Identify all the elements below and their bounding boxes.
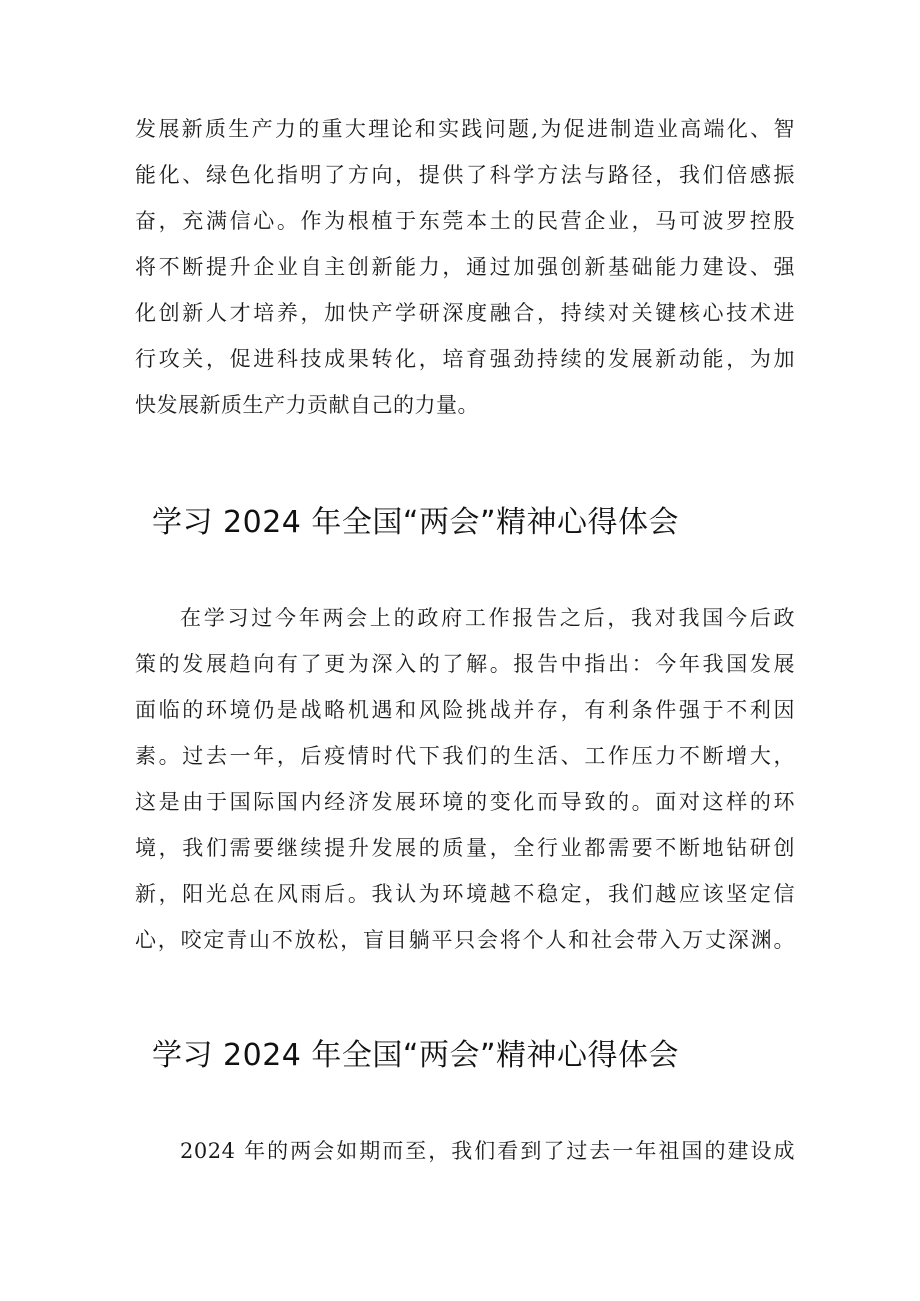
paragraph-line: 境，我们需要继续提升发展的质量，全行业都需要不断地钻研创 xyxy=(135,836,795,860)
paragraph-line: 化创新人才培养，加快产学研深度融合，持续对关键核心技术进 xyxy=(135,301,795,325)
paragraph-line: 面临的环境仍是战略机遇和风险挑战并存，有利条件强于不利因 xyxy=(135,698,795,722)
section-title: 学习 2024 年全国“两会”精神心得体会 xyxy=(152,505,680,540)
paragraph-line: 心，咬定青山不放松，盲目躺平只会将个人和社会带入万丈深渊。 xyxy=(135,928,795,952)
paragraph-line: 在学习过今年两会上的政府工作报告之后，我对我国今后政 xyxy=(180,606,795,630)
paragraph-line: 新，阳光总在风雨后。我认为环境越不稳定，我们越应该坚定信 xyxy=(135,882,795,906)
section-title: 学习 2024 年全国“两会”精神心得体会 xyxy=(152,1038,680,1073)
paragraph-line: 素。过去一年，后疫情时代下我们的生活、工作压力不断增大， xyxy=(135,744,795,768)
paragraph-line: 快发展新质生产力贡献自己的力量。 xyxy=(135,393,479,417)
paragraph-line: 将不断提升企业自主创新能力，通过加强创新基础能力建设、强 xyxy=(135,255,795,279)
paragraph-line: 发展新质生产力的重大理论和实践问题,为促进制造业高端化、智 xyxy=(135,117,795,141)
paragraph-line: 能化、绿色化指明了方向，提供了科学方法与路径，我们倍感振 xyxy=(135,163,795,187)
paragraph-line: 奋，充满信心。作为根植于东莞本土的民营企业，马可波罗控股 xyxy=(135,209,795,233)
paragraph-line: 2024 年的两会如期而至，我们看到了过去一年祖国的建设成 xyxy=(180,1139,795,1163)
paragraph-line: 这是由于国际国内经济发展环境的变化而导致的。面对这样的环 xyxy=(135,790,795,814)
paragraph-line: 策的发展趋向有了更为深入的了解。报告中指出：今年我国发展 xyxy=(135,652,795,676)
paragraph-line: 行攻关，促进科技成果转化，培育强劲持续的发展新动能，为加 xyxy=(135,347,795,371)
